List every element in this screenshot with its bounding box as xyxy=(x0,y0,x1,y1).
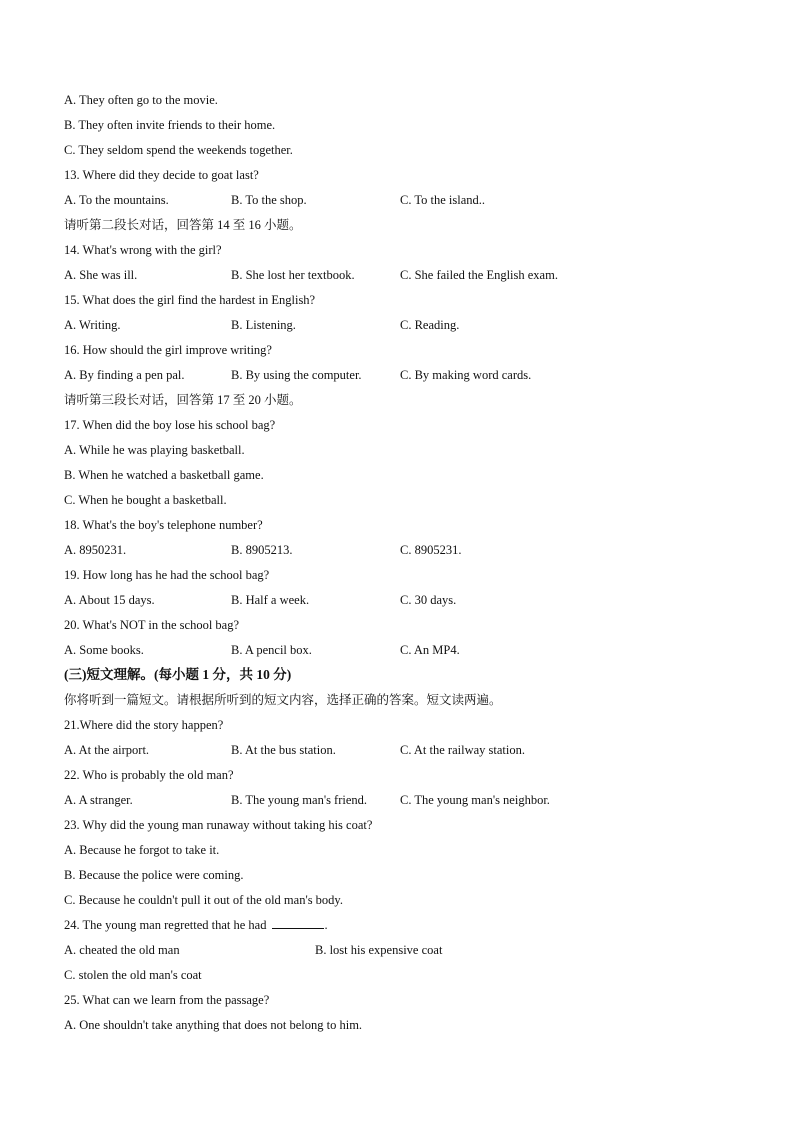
line-text: 19. How long has he had the school bag? xyxy=(64,568,270,582)
option-choice: C. An MP4. xyxy=(400,643,460,657)
line-text: 21.Where did the story happen? xyxy=(64,718,224,732)
option-choice: C. The young man's neighbor. xyxy=(400,793,550,807)
option-choice: B. A pencil box. xyxy=(231,643,312,657)
option-choice: A. A stranger. xyxy=(64,793,133,807)
line-text: B. They often invite friends to their home. xyxy=(64,118,276,132)
text-line xyxy=(64,115,275,135)
line-text: C. When he bought a basketball. xyxy=(64,493,227,507)
option-choice: B. She lost her textbook. xyxy=(231,268,355,282)
line-text: 15. What does the girl find the hardest in English? xyxy=(64,293,316,307)
line-text: 16. How should the girl improve writing? xyxy=(64,343,272,357)
text-line xyxy=(64,215,302,235)
text-line xyxy=(64,840,219,860)
option-choice: C. She failed the English exam. xyxy=(400,268,558,282)
option-choice: B. 8905213. xyxy=(231,543,293,557)
line-text: 18. What's the boy's telephone number? xyxy=(64,518,263,532)
option-choice: C. By making word cards. xyxy=(400,368,532,382)
line-text: 23. Why did the young man runaway without taking his coat? xyxy=(64,818,373,832)
text-line xyxy=(64,165,259,185)
text-line xyxy=(64,565,269,585)
option-choice: C. 30 days. xyxy=(400,593,457,607)
line-text: A. While he was playing basketball. xyxy=(64,443,245,457)
line-text: 你将听到一篇短文。请根据所听到的短文内容，选择正确的答案。短文读两遍。 xyxy=(64,693,502,707)
text-line xyxy=(64,815,372,835)
text-line xyxy=(64,340,272,360)
blank-punctuation: . xyxy=(324,918,328,932)
text-line xyxy=(64,515,263,535)
option-choice: B. lost his expensive coat xyxy=(315,943,443,957)
line-text: 14. What's wrong with the girl? xyxy=(64,243,222,257)
option-choice: B. By using the computer. xyxy=(231,368,362,382)
option-choice: A. She was ill. xyxy=(64,268,138,282)
line-text: B. Because the police were coming. xyxy=(64,868,244,882)
text-line xyxy=(64,490,227,510)
line-text: C. Because he couldn't pull it out of the old man's body. xyxy=(64,893,343,907)
option-choice: A. At the airport. xyxy=(64,743,150,757)
text-line xyxy=(64,990,269,1010)
line-text: B. When he watched a basketball game. xyxy=(64,468,264,482)
option-choice: A. 8950231. xyxy=(64,543,127,557)
option-choice: A. To the mountains. xyxy=(64,193,169,207)
line-text: 22. Who is probably the old man? xyxy=(64,768,234,782)
text-line xyxy=(64,440,245,460)
line-text: 请听第二段长对话，回答第 14 至 16 小题。 xyxy=(64,218,302,232)
text-line xyxy=(64,765,234,785)
option-choice: B. At the bus station. xyxy=(231,743,336,757)
text-line xyxy=(64,140,293,160)
text-line xyxy=(64,415,275,435)
text-line xyxy=(64,465,264,485)
option-choice: B. To the shop. xyxy=(231,193,307,207)
line-text: 13. Where did they decide to goat last? xyxy=(64,168,259,182)
text-line xyxy=(64,690,502,710)
option-choice: A. By finding a pen pal. xyxy=(64,368,185,382)
line-text: C. stolen the old man's coat xyxy=(64,968,202,982)
text-line xyxy=(64,715,223,735)
line-text: 请听第三段长对话，回答第 17 至 20 小题。 xyxy=(64,393,302,407)
line-text: (三)短文理解。(每小题 1 分，共 10 分) xyxy=(64,667,292,682)
text-line xyxy=(64,390,302,410)
option-choice: C. To the island.. xyxy=(400,193,486,207)
line-text: 25. What can we learn from the passage? xyxy=(64,993,270,1007)
option-choice: B. Listening. xyxy=(231,318,296,332)
option-choice: C. Reading. xyxy=(400,318,460,332)
text-line xyxy=(64,1015,362,1035)
line-text: A. Because he forgot to take it. xyxy=(64,843,220,857)
text-line xyxy=(64,915,328,935)
line-text: 24. The young man regretted that he had xyxy=(64,918,267,932)
option-choice: A. cheated the old man xyxy=(64,943,180,957)
option-choice: A. Writing. xyxy=(64,318,121,332)
text-line xyxy=(64,890,343,910)
text-line xyxy=(64,965,202,985)
option-choice: A. About 15 days. xyxy=(64,593,155,607)
line-text: C. They seldom spend the weekends together. xyxy=(64,143,293,157)
text-line xyxy=(64,90,218,110)
option-choice: B. Half a week. xyxy=(231,593,310,607)
option-choice: B. The young man's friend. xyxy=(231,793,368,807)
line-text: 17. When did the boy lose his school bag? xyxy=(64,418,276,432)
option-choice: C. At the railway station. xyxy=(400,743,525,757)
text-line xyxy=(64,615,239,635)
text-line xyxy=(64,865,243,885)
line-text: A. One shouldn't take anything that does not belong to him. xyxy=(64,1018,363,1032)
text-line xyxy=(64,240,222,260)
text-line xyxy=(64,290,315,310)
fill-in-blank xyxy=(272,915,324,929)
option-choice: C. 8905231. xyxy=(400,543,462,557)
option-choice: A. Some books. xyxy=(64,643,144,657)
line-text: A. They often go to the movie. xyxy=(64,93,218,107)
section-heading xyxy=(64,665,291,685)
line-text: 20. What's NOT in the school bag? xyxy=(64,618,240,632)
